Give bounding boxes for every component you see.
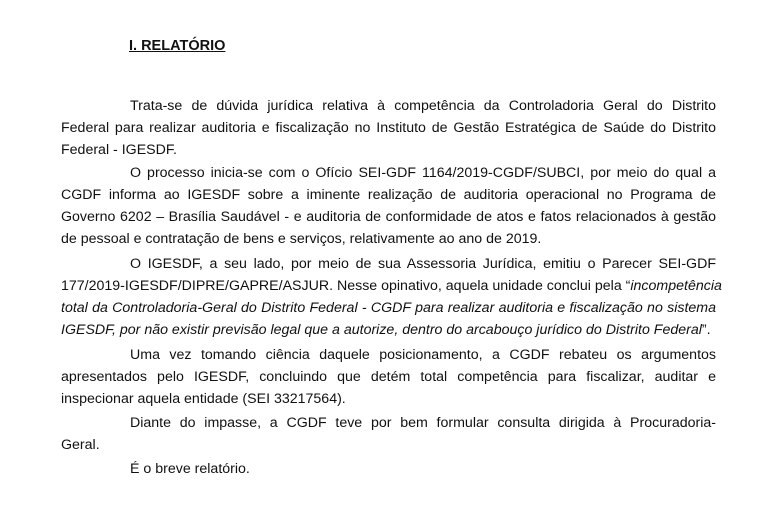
text-line: Governo 6202 – Brasília Saudável - e auditoria de conformidade de atos e fatos relacionados à gestão [61, 209, 716, 225]
text-line: apresentados pelo IGESDF, concluindo que detém total competência para fiscalizar, auditar e [61, 369, 716, 385]
paragraph-intro [61, 95, 716, 161]
text-line: Uma vez tomando ciência daquele posicionamento, a CGDF rebateu os argumentos [130, 347, 716, 363]
paragraph-consultation [61, 412, 716, 456]
text-line: inspecionar aquela entidade (SEI 33217564). [61, 391, 346, 407]
text-line: O processo inicia-se com o Ofício SEI-GDF 1164/2019-CGDF/SUBCI, por meio do qual a [130, 165, 716, 181]
section-heading: I. RELATÓRIO [129, 38, 226, 54]
text-line: CGDF informa ao IGESDF sobre a iminente realização de auditoria operacional no Programa de [61, 187, 716, 203]
paragraph-response [61, 344, 716, 410]
paragraph-process [61, 162, 716, 250]
text-line: Geral. [61, 437, 100, 453]
paragraph-closing [61, 458, 716, 480]
text-line: É o breve relatório. [130, 461, 250, 477]
text-line: de pessoal e contratação de bens e serviços, relativamente ao ano de 2019. [61, 231, 542, 247]
text-line: Diante do impasse, a CGDF teve por bem formular consulta dirigida à Procuradoria- [130, 415, 716, 431]
italic-quote: IGESDF, por não existir previsão legal que a autorize, dentro do arcabouço jurídico do Distrito Federal [61, 322, 702, 338]
text-line [61, 275, 722, 297]
italic-quote: total da Controladoria-Geral do Distrito Federal - CGDF para realizar auditoria e fiscalização no sistema [61, 300, 716, 316]
text-line: Federal para realizar auditoria e fiscalização no Instituto de Gestão Estratégica de Saúde do Distrito [61, 120, 716, 136]
text-line: Federal - IGESDF. [61, 142, 177, 158]
text-line: O IGESDF, a seu lado, por meio de sua Assessoria Jurídica, emitiu o Parecer SEI-GDF [130, 256, 716, 272]
italic-quote: incompetência [630, 278, 722, 294]
text-segment: ”. [701, 322, 711, 338]
text-line: Trata-se de dúvida jurídica relativa à competência da Controladoria Geral do Distrito [130, 98, 716, 114]
paragraph-opinion [61, 253, 722, 341]
text-segment: 177/2019-IGESDF/DIPRE/GAPRE/ASJUR. Nesse opinativo, aquela unidade conclui pela “ [61, 278, 631, 294]
text-line [61, 319, 716, 341]
